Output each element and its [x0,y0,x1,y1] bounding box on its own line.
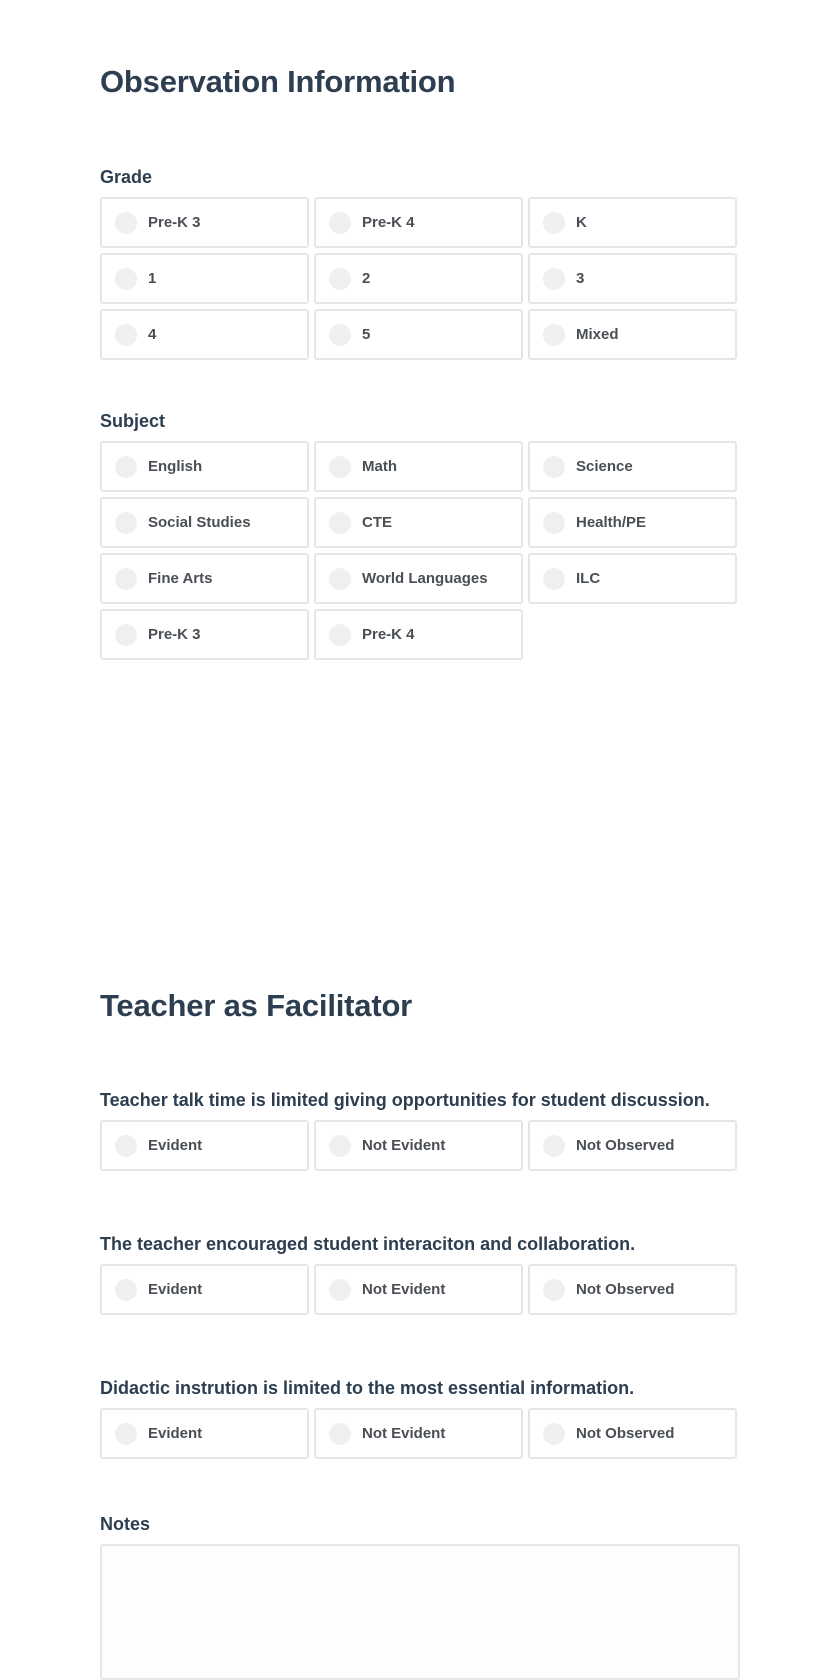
option-label: 1 [148,270,157,287]
radio-circle[interactable] [115,1423,137,1445]
radio-circle[interactable] [329,1423,351,1445]
option-label: Evident [148,1281,203,1298]
radio-circle[interactable] [115,624,137,646]
option-label: 4 [148,326,157,343]
option-label: Pre-K 3 [148,214,201,231]
subject-option[interactable] [314,441,523,492]
form-page [100,0,740,1680]
subject-question [100,412,740,660]
option-label: Science [576,458,633,475]
grade-option[interactable] [314,309,523,360]
question-options [100,1120,740,1171]
subject-option[interactable] [528,553,737,604]
notes-textarea[interactable] [100,1544,740,1680]
facilitator-question-3 [100,1379,740,1459]
radio-circle[interactable] [543,1279,565,1301]
option-label: Evident [148,1137,203,1154]
radio-circle[interactable] [329,268,351,290]
option-label: 3 [576,270,585,287]
radio-circle[interactable] [115,324,137,346]
radio-circle[interactable] [329,568,351,590]
radio-circle[interactable] [543,1423,565,1445]
option-label: World Languages [362,570,488,587]
option-label: Math [362,458,397,475]
radio-circle[interactable] [329,1135,351,1157]
facilitator-section-title: Teacher as Facilitator [100,988,413,1023]
option-label: Not Evident [362,1137,446,1154]
observation-section-title: Observation Information [100,64,456,99]
grade-options [100,197,740,360]
radio-circle[interactable] [329,456,351,478]
radio-circle[interactable] [543,568,565,590]
grade-option[interactable] [100,309,309,360]
radio-circle[interactable] [543,512,565,534]
radio-circle[interactable] [543,212,565,234]
option-label: Mixed [576,326,619,343]
radio-circle[interactable] [115,512,137,534]
radio-circle[interactable] [115,1279,137,1301]
radio-circle[interactable] [115,268,137,290]
not-evident-option[interactable] [314,1408,523,1459]
option-label: ILC [576,570,601,587]
radio-circle[interactable] [329,624,351,646]
grade-option[interactable] [528,197,737,248]
grade-option[interactable] [100,197,309,248]
notes-question [100,1515,740,1680]
grade-label: Grade [100,167,153,187]
subject-options [100,441,740,660]
evident-option[interactable] [100,1120,309,1171]
subject-option[interactable] [314,609,523,660]
option-label: Not Observed [576,1281,675,1298]
radio-circle[interactable] [115,568,137,590]
option-label: 5 [362,326,371,343]
subject-option[interactable] [528,441,737,492]
grade-question [100,168,740,360]
subject-option[interactable] [100,609,309,660]
radio-circle[interactable] [329,324,351,346]
option-label: Health/PE [576,514,647,531]
subject-option[interactable] [100,553,309,604]
radio-circle[interactable] [115,212,137,234]
radio-circle[interactable] [329,212,351,234]
radio-circle[interactable] [329,512,351,534]
subject-option[interactable] [100,441,309,492]
grade-option[interactable] [314,197,523,248]
option-label: Pre-K 4 [362,626,415,643]
question-label: The teacher encouraged student interaciton and collaboration. [100,1234,636,1254]
not-observed-option[interactable] [528,1120,737,1171]
radio-circle[interactable] [329,1279,351,1301]
grade-option[interactable] [528,253,737,304]
not-evident-option[interactable] [314,1120,523,1171]
facilitator-question-2 [100,1235,740,1315]
grade-option[interactable] [528,309,737,360]
radio-circle[interactable] [115,1135,137,1157]
option-label: Evident [148,1425,203,1442]
facilitator-question-1 [100,1091,740,1171]
option-label: Pre-K 3 [148,626,201,643]
option-label: Pre-K 4 [362,214,415,231]
subject-option[interactable] [314,497,523,548]
option-label: Fine Arts [148,570,213,587]
radio-circle[interactable] [115,456,137,478]
grade-option[interactable] [314,253,523,304]
radio-circle[interactable] [543,324,565,346]
subject-option[interactable] [314,553,523,604]
question-label: Didactic instrution is limited to the most essential information. [100,1378,635,1398]
not-evident-option[interactable] [314,1264,523,1315]
radio-circle[interactable] [543,1135,565,1157]
option-label: English [148,458,203,475]
notes-label: Notes [100,1514,151,1534]
subject-option[interactable] [100,497,309,548]
question-options [100,1408,740,1459]
option-label: Not Evident [362,1425,446,1442]
not-observed-option[interactable] [528,1264,737,1315]
radio-circle[interactable] [543,456,565,478]
option-label: CTE [362,514,392,531]
grade-option[interactable] [100,253,309,304]
subject-option[interactable] [528,497,737,548]
subject-label: Subject [100,411,166,431]
option-label: Not Observed [576,1137,675,1154]
option-label: 2 [362,270,371,287]
option-label: Social Studies [148,514,251,531]
evident-option[interactable] [100,1408,309,1459]
option-label: K [576,214,587,231]
not-observed-option[interactable] [528,1408,737,1459]
evident-option[interactable] [100,1264,309,1315]
option-label: Not Evident [362,1281,446,1298]
option-label: Not Observed [576,1425,675,1442]
radio-circle[interactable] [543,268,565,290]
question-label: Teacher talk time is limited giving opportunities for student discussion. [100,1090,710,1110]
question-options [100,1264,740,1315]
